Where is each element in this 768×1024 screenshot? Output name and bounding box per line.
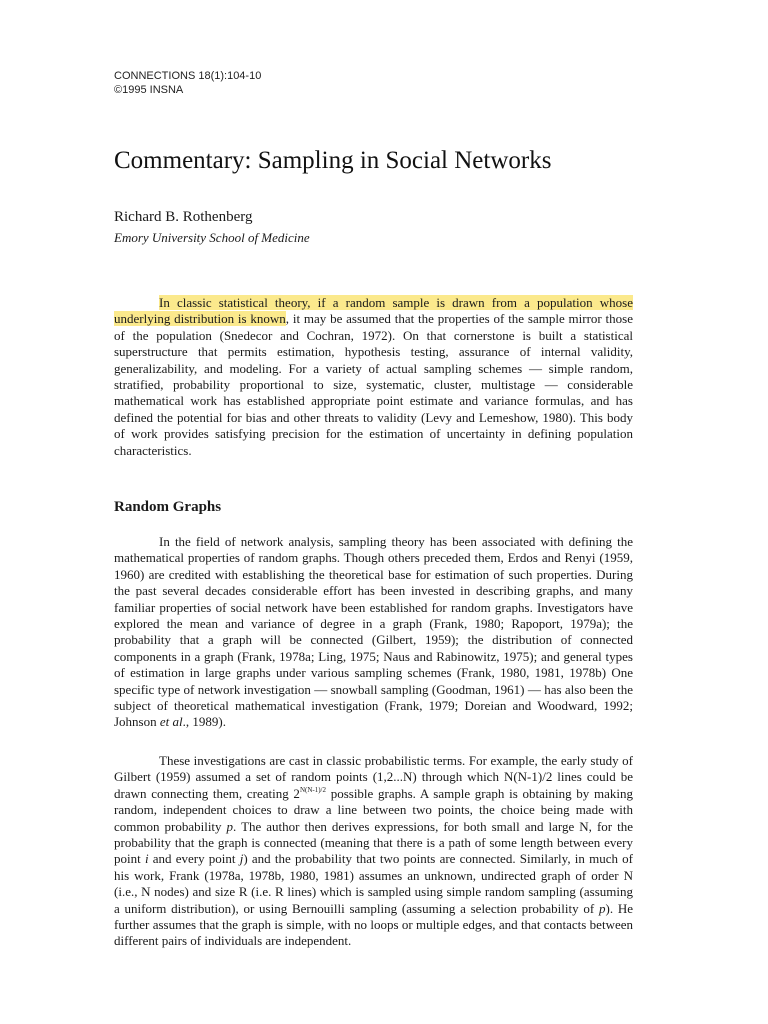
paragraph-text: . The author then derives expressions, for both small and large N, for the probability that the graph is connected (meaning that there is a path of some length between every point — [114, 818, 633, 867]
paragraph-text: These investigations are cast in classic probabilistic terms. For example, the early study of Gilbert (1959) assumed a set of random points (1,2...N) through which N(N-1)/2 lines could be drawn connecting them, creating 2 — [114, 753, 633, 801]
paragraph-text: ). He further assumes that the graph is simple, with no loops or multiple edges, and that contacts between different pairs of individuals are independent. — [114, 900, 633, 949]
article-title: Commentary: Sampling in Social Networks — [114, 147, 552, 174]
paragraph-text: possible graphs. A sample graph is obtaining by making random, independent choices to draw a line between two points, the choice being made with common probability — [114, 785, 633, 834]
italic-variable: i — [144, 851, 149, 867]
superscript-exponent: N(N-1)/2 — [299, 785, 326, 794]
citation-header — [114, 69, 261, 97]
author-affiliation: Emory University School of Medicine — [114, 230, 310, 245]
author-name: Richard B. Rothenberg — [114, 209, 253, 225]
paragraph-text: In the field of network analysis, sampling theory has been associated with defining the mathematical properties of random graphs. Though others preceded them, Erdos and Renyi (1959, 1960) are credited with establishing the theoretical base for estimation of such properties. During the past several decades considerable effort has been invested in describing graphs, and many familiar properties of social network have been established for random graphs. Investigators have explored the mean and variance of degree in a graph (Frank, 1980; Rapoport, 1979a); the probability that a graph will be connected (Gilbert, 1959); the distribution of connected components in a graph (Frank, 1978a; Ling, 1975; Naus and Rabinowitz, 1975); and general types of estimation in large graphs under various sampling schemes (Frank, 1980, 1981, 1978b) One specific type of network investigation — snowball sampling (Goodman, 1961) — has also been the subject of theoretical mathematical investigation (Frank, 1979; Doreian and Woodward, 1992; Johnson — [114, 534, 633, 730]
italic-variable: p — [598, 900, 606, 916]
italic-variable: p — [226, 818, 234, 834]
italic-variable: j — [239, 851, 244, 867]
italic-text: et al — [159, 714, 183, 730]
section-heading: Random Graphs — [114, 499, 222, 515]
intro-paragraph — [114, 295, 633, 459]
intro-text: , it may be assumed that the properties of the sample mirror those of the population (Snedecor and Cochran, 1972). On that cornerstone is built a statistical superstructure that permits estimation, hypothesis testing, assurance of internal validity, generalizability, and modeling. For a variety of actual sampling schemes — simple random, stratified, probability proportional to size, systematic, cluster, multistage — considerable mathematical work has established appropriate point estimate and variance formulas, and has defined the potential for bias and other threats to validity (Levy and Lemeshow, 1980). This body of work provides satisfying precision for the estimation of uncertainty in defining population characteristics. — [114, 311, 633, 458]
journal-line: CONNECTIONS 18(1):104-10 — [114, 70, 262, 82]
paragraph-text: ., 1989). — [182, 714, 226, 730]
highlighted-text[interactable]: In classic statistical theory, if a random sample is drawn from a population whose underlying distribution is known — [114, 295, 633, 327]
random-graphs-paragraph-2 — [114, 753, 633, 950]
copyright-line: ©1995 INSNA — [114, 84, 184, 96]
paragraph-text: and every point — [148, 851, 240, 867]
random-graphs-paragraph-1 — [114, 534, 633, 731]
paragraph-text: ) and the probability that two points are connected. Similarly, in much of his work, Frank (1978a, 1978b, 1980, 1981) assumes an unknown, undirected graph of order N (i.e., N nodes) and size R (i.e. R lines) which is sampled using simple random sampling (assuming a uniform distribution), or using Bernouilli sampling (assuming a selection probability of — [114, 851, 633, 916]
